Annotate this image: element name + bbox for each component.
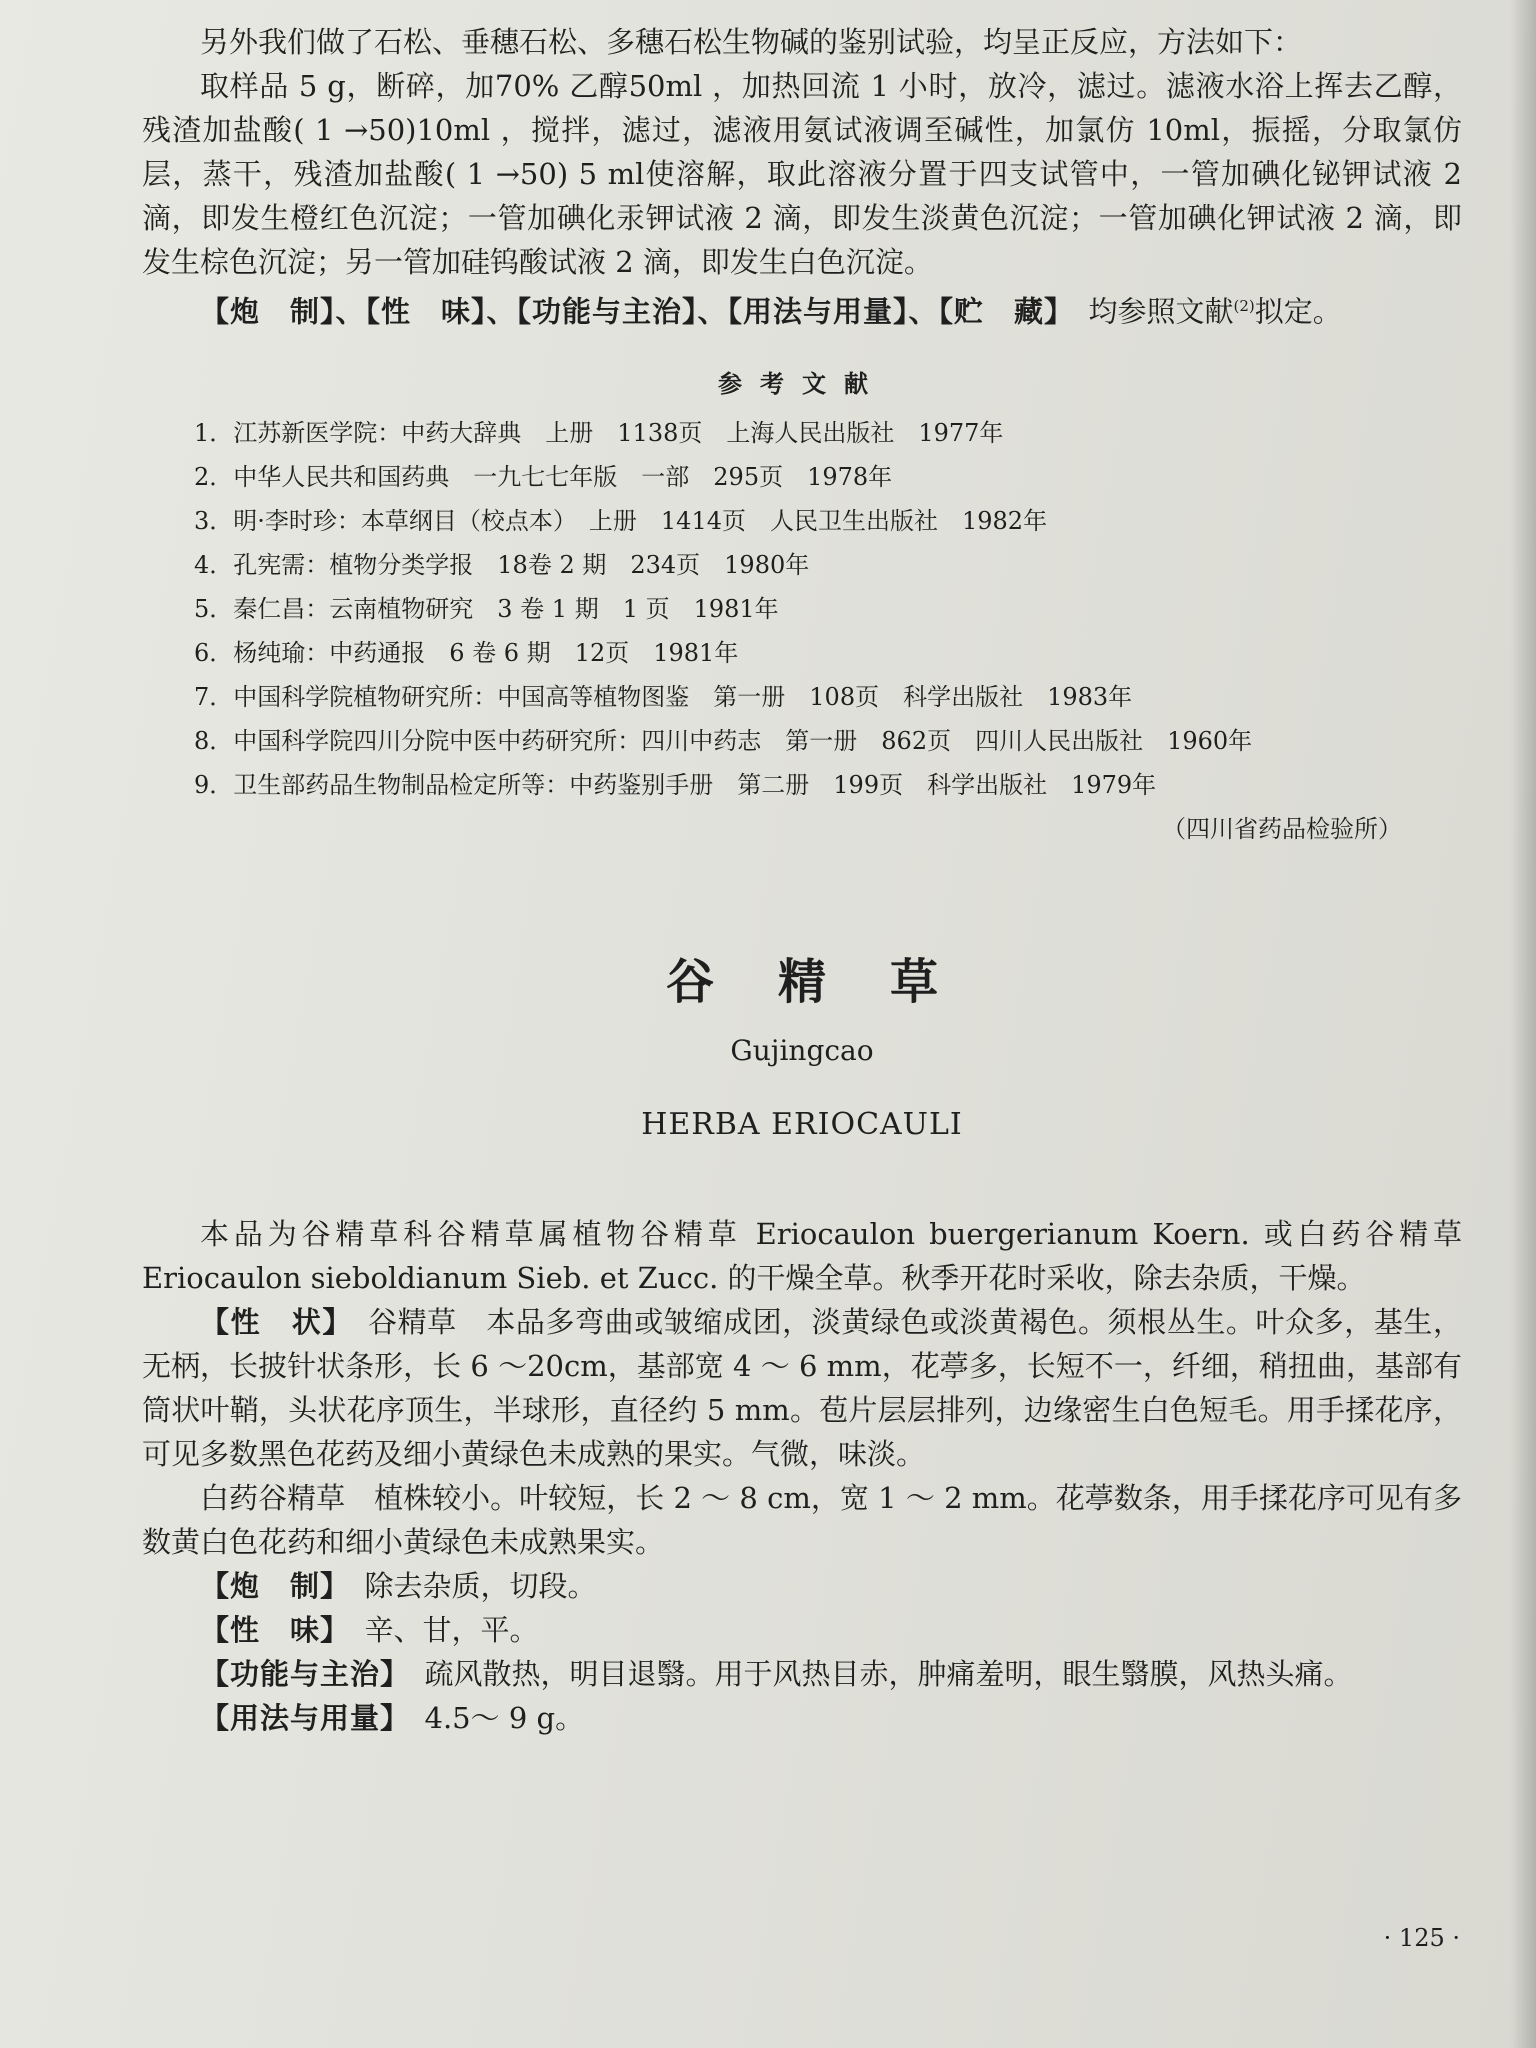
- usage-heading: 【用法与用量】: [200, 1700, 396, 1735]
- reference-item: 4．孔宪需：植物分类学报 18卷 2 期 234页 1980年: [194, 550, 810, 579]
- variant-paragraph: 白药谷精草 植株较小。叶较短，长 2 ～ 8 cm，宽 1 ～ 2 mm。花葶数条，用手揉花序可见有多数黄白色花药和细小黄绿色未成熟果实。: [142, 1480, 1462, 1559]
- function-paragraph: 【功能与主治】 疏风散热，明目退翳。用于风热目赤，肿痛羞明，眼生翳膜，风热头痛。: [200, 1656, 1353, 1691]
- monograph-title: 谷精草: [665, 953, 1002, 1010]
- function-heading: 【功能与主治】: [200, 1656, 396, 1691]
- references-title: 参考文献: [718, 369, 886, 398]
- page-number: · 125 ·: [1383, 1924, 1460, 1952]
- reference-item: 7．中国科学院植物研究所：中国高等植物图鉴 第一册 108页 科学出版社 1983年: [194, 682, 1133, 711]
- headings-tail-text: 均参照文献: [1059, 294, 1234, 329]
- scan-shadow: [1510, 0, 1536, 2048]
- reference-item: 2．中华人民共和国药典 一九七七年版 一部 295页 1978年: [194, 462, 893, 491]
- reference-item: 9．卫生部药品生物制品检定所等：中药鉴别手册 第二册 199页 科学出版社 1979年: [194, 770, 1157, 799]
- references-list: [142, 411, 1462, 807]
- monograph-latin-name: HERBA ERIOCAULI: [641, 1106, 963, 1142]
- reference-item: 6．杨纯瑜：中药通报 6 卷 6 期 12页 1981年: [194, 638, 739, 667]
- processing-paragraph: 【炮 制】 除去杂质，切段。: [200, 1568, 597, 1603]
- usage-paragraph: 【用法与用量】 4.5～ 9 g。: [200, 1700, 585, 1735]
- reference-item: 3．明·李时珍：本草纲目（校点本） 上册 1414页 人民卫生出版社 1982年: [194, 506, 1048, 535]
- method-paragraph: 取样品 5 g，断碎，加70% 乙醇50ml ，加热回流 1 小时，放冷，滤过。滤液水浴上挥去乙醇，残渣加盐酸( 1 →50)10ml ，搅拌，滤过，滤液用氨试液调至碱性，加氯仿 10ml，振摇，分取氯仿层，蒸干，残渣加盐酸( 1 →50) 5 ml使溶解，取此溶液分置于四支试管中，一管加碘化铋钾试液 2 滴，即发生橙红色沉淀；一管加碘化汞钾试液 2 滴，即发生淡黄色沉淀；一管加碘化钾试液 2 滴，即发生棕色沉淀；另一管加硅钨酸试液 2 滴，即发生白色沉淀。: [142, 69, 1462, 279]
- characters-paragraph: 【性 状】 谷精草 本品多弯曲或皱缩成团，淡黄绿色或淡黄褐色。须根丛生。叶众多，基生，无柄，长披针状条形，长 6 ～20cm，基部宽 4 ～ 6 mm，花葶多，长短不一，纤细，稍扭曲，基部有筒状叶鞘，头状花序顶生，半球形，直径约 5 mm。苞片层层排列，边缘密生白色短毛。用手揉花序，可见多数黑色花药及细小黄绿色未成熟的果实。气微，味淡。: [142, 1304, 1462, 1471]
- closing-text: 拟定。: [1254, 294, 1342, 329]
- reference-item: 8．中国科学院四川分院中医中药研究所：四川中药志 第一册 862页 四川人民出版社 1960年: [194, 726, 1253, 755]
- intro-paragraph: 另外我们做了石松、垂穗石松、多穗石松生物碱的鉴别试验，均呈正反应，方法如下：: [200, 25, 1303, 59]
- page-content: [142, 20, 1462, 1740]
- nature-heading: 【性 味】: [200, 1612, 336, 1647]
- section-headings-list: 【炮 制】、【性 味】、【功能与主治】、【用法与用量】、【贮 藏】: [200, 294, 1060, 329]
- monograph-pinyin: Gujingcao: [730, 1033, 874, 1067]
- reference-item: 5．秦仁昌：云南植物研究 3 卷 1 期 1 页 1981年: [194, 594, 779, 623]
- reference-item: 1．江苏新医学院：中药大辞典 上册 1138页 上海人民出版社 1977年: [194, 418, 1004, 447]
- references-source: （四川省药品检验所）: [1162, 814, 1402, 843]
- processing-heading: 【炮 制】: [200, 1568, 336, 1603]
- nature-paragraph: 【性 味】 辛、甘，平。: [200, 1612, 539, 1647]
- reference-mark: (2): [1233, 297, 1255, 315]
- reference-note-paragraph: [142, 284, 1462, 334]
- description-paragraph: 本品为谷精草科谷精草属植物谷精草 Eriocaulon buergerianum Koern. 或白药谷精草 Eriocaulon sieboldianum Sieb. et Zucc. 的干燥全草。秋季开花时采收，除去杂质，干燥。: [142, 1216, 1462, 1295]
- characters-heading: 【性 状】: [200, 1304, 339, 1339]
